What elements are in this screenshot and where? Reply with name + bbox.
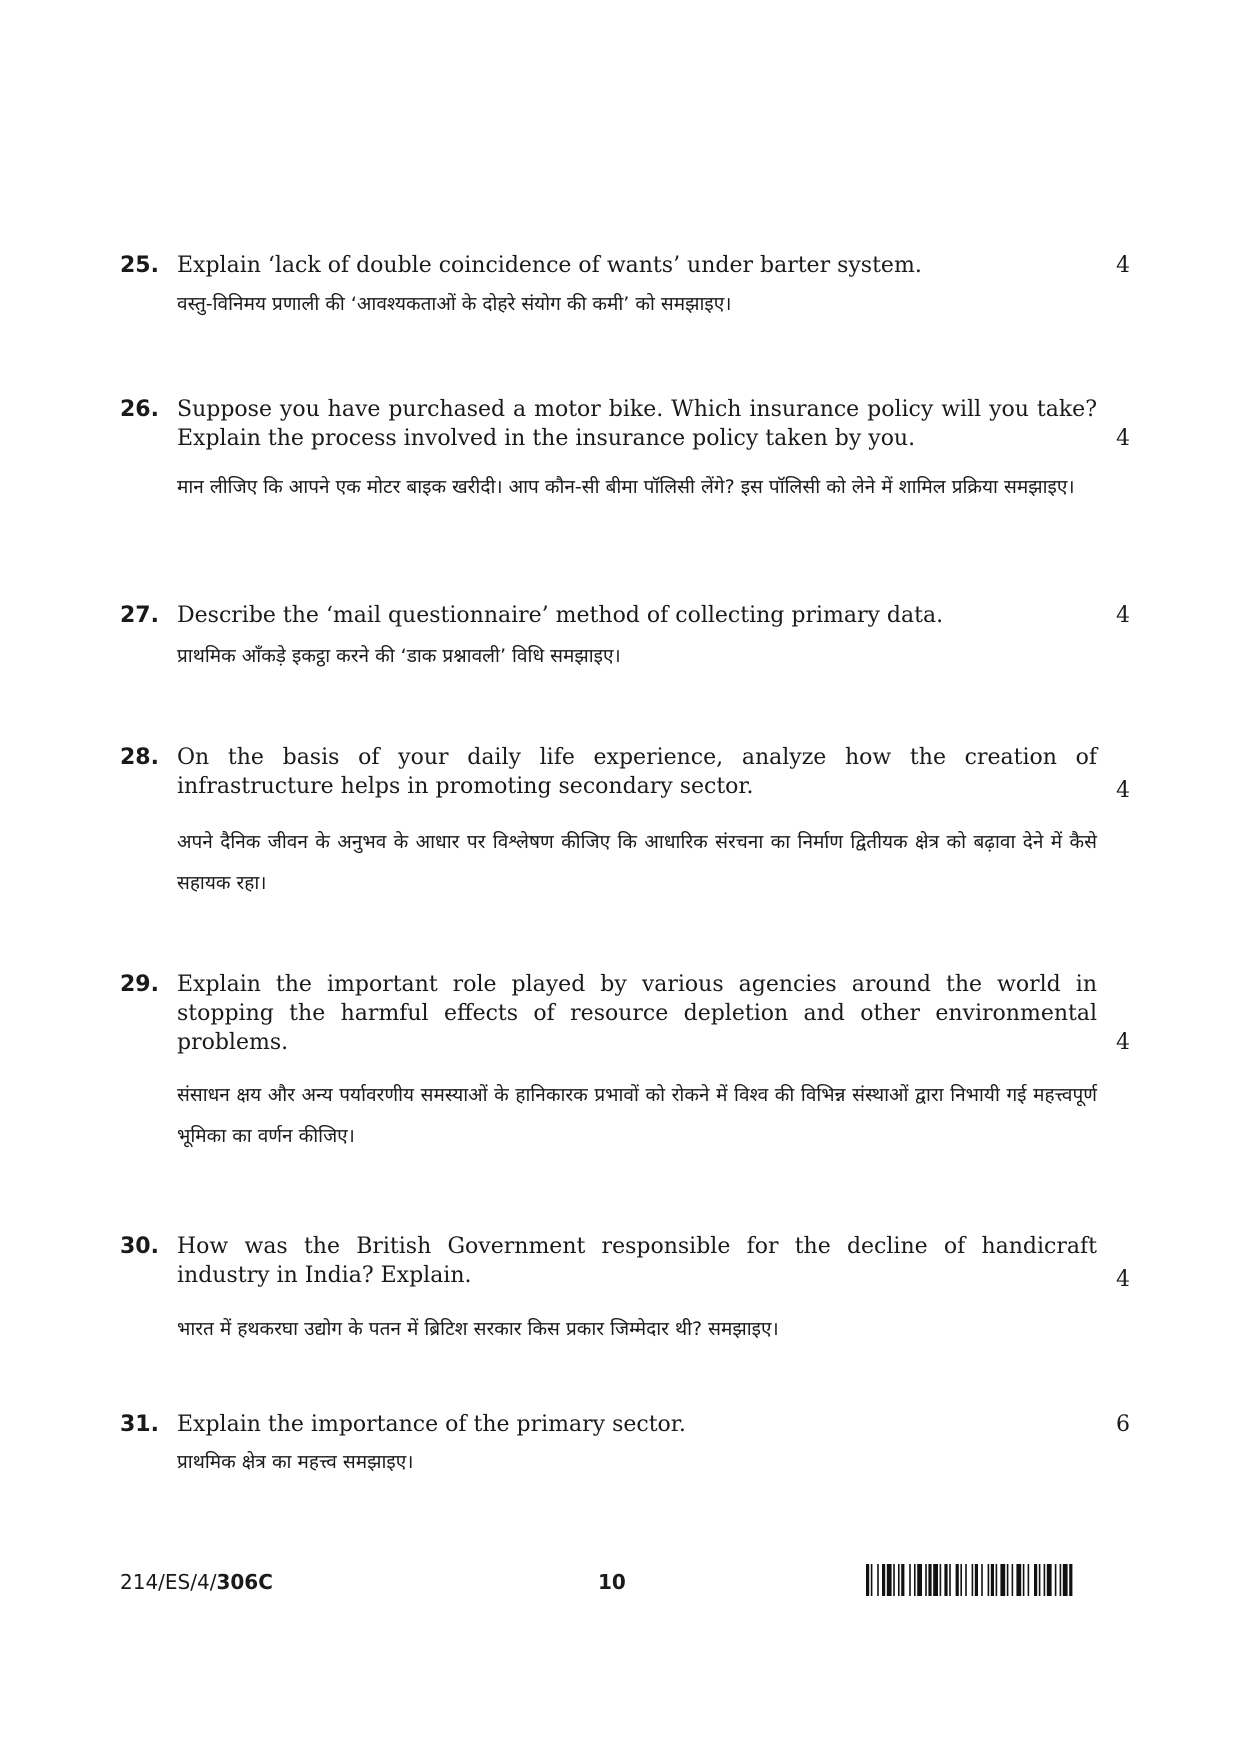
paper-code-bold: 306C: [216, 1570, 273, 1594]
question-text-english: Explain ‘lack of double coincidence of wants’ under barter system.: [177, 253, 922, 278]
page-number: 10: [598, 1570, 626, 1594]
question-text-english: Describe the ‘mail questionnaire’ method of collecting primary data.: [177, 603, 944, 628]
question-text-hindi: वस्तु-विनिमय प्रणाली की ‘आवश्यकताओं के दोहरे संयोग की कमी’ को समझाइए।: [177, 293, 732, 315]
question-text-hindi: संसाधन क्षय और अन्य पर्यावरणीय समस्याओं के हानिकारक प्रभावों को रोकने में विश्व की विभिन्न संस्थाओं द्वारा निभायी गई महत्त्वपूर्ण भूमिका का वर्णन कीजिए।: [177, 1084, 1097, 1147]
question-marks: 4: [1116, 603, 1130, 628]
question-text-hindi: भारत में हथकरघा उद्योग के पतन में ब्रिटिश सरकार किस प्रकार जिम्मेदार थी? समझाइए।: [177, 1318, 779, 1340]
question-number: 27.: [120, 603, 159, 628]
question-text-english: On the basis of your daily life experience, analyze how the creation of infrastructure helps in promoting secondary sector.: [177, 745, 1097, 799]
question-marks: 4: [1116, 426, 1130, 451]
question-marks: 4: [1116, 1030, 1130, 1055]
question-text-hindi: प्राथमिक आँकड़े इकट्ठा करने की ‘डाक प्रश्नावली’ विधि समझाइए।: [177, 645, 621, 667]
question-number: 25.: [120, 253, 159, 278]
question-text-hindi: प्राथमिक क्षेत्र का महत्त्व समझाइए।: [177, 1451, 414, 1473]
question-text-english: Explain the important role played by various agencies around the world in stopping the harmful effects of resource depletion and other environmental problems.: [177, 972, 1097, 1055]
question-text-hindi: मान लीजिए कि आपने एक मोटर बाइक खरीदी। आप कौन-सी बीमा पॉलिसी लेंगे? इस पॉलिसी को लेने में शामिल प्रक्रिया समझाइए।: [177, 476, 1075, 498]
question-text-hindi: अपने दैनिक जीवन के अनुभव के आधार पर विश्लेषण कीजिए कि आधारिक संरचना का निर्माण द्वितीयक क्षेत्र को बढ़ावा देने में कैसे सहायक रहा।: [177, 831, 1097, 894]
question-number: 28.: [120, 745, 159, 770]
question-text-english: Explain the importance of the primary sector.: [177, 1412, 686, 1437]
barcode-icon: [866, 1564, 1130, 1596]
question-marks: 6: [1116, 1412, 1130, 1437]
question-number: 26.: [120, 397, 159, 422]
paper-code: [120, 1569, 273, 1595]
question-text-english: How was the British Government responsible for the decline of handicraft industry in India? Explain.: [177, 1234, 1097, 1288]
question-number: 31.: [120, 1412, 159, 1437]
question-marks: 4: [1116, 778, 1130, 803]
paper-code-prefix: 214/ES/4/: [120, 1570, 217, 1594]
question-text-english: Suppose you have purchased a motor bike. Which insurance policy will you take? Explain the process involved in the insurance policy taken by you.: [177, 397, 1097, 451]
question-number: 30.: [120, 1234, 159, 1259]
question-number: 29.: [120, 972, 159, 997]
question-marks: 4: [1116, 253, 1130, 278]
question-marks: 4: [1116, 1267, 1130, 1292]
